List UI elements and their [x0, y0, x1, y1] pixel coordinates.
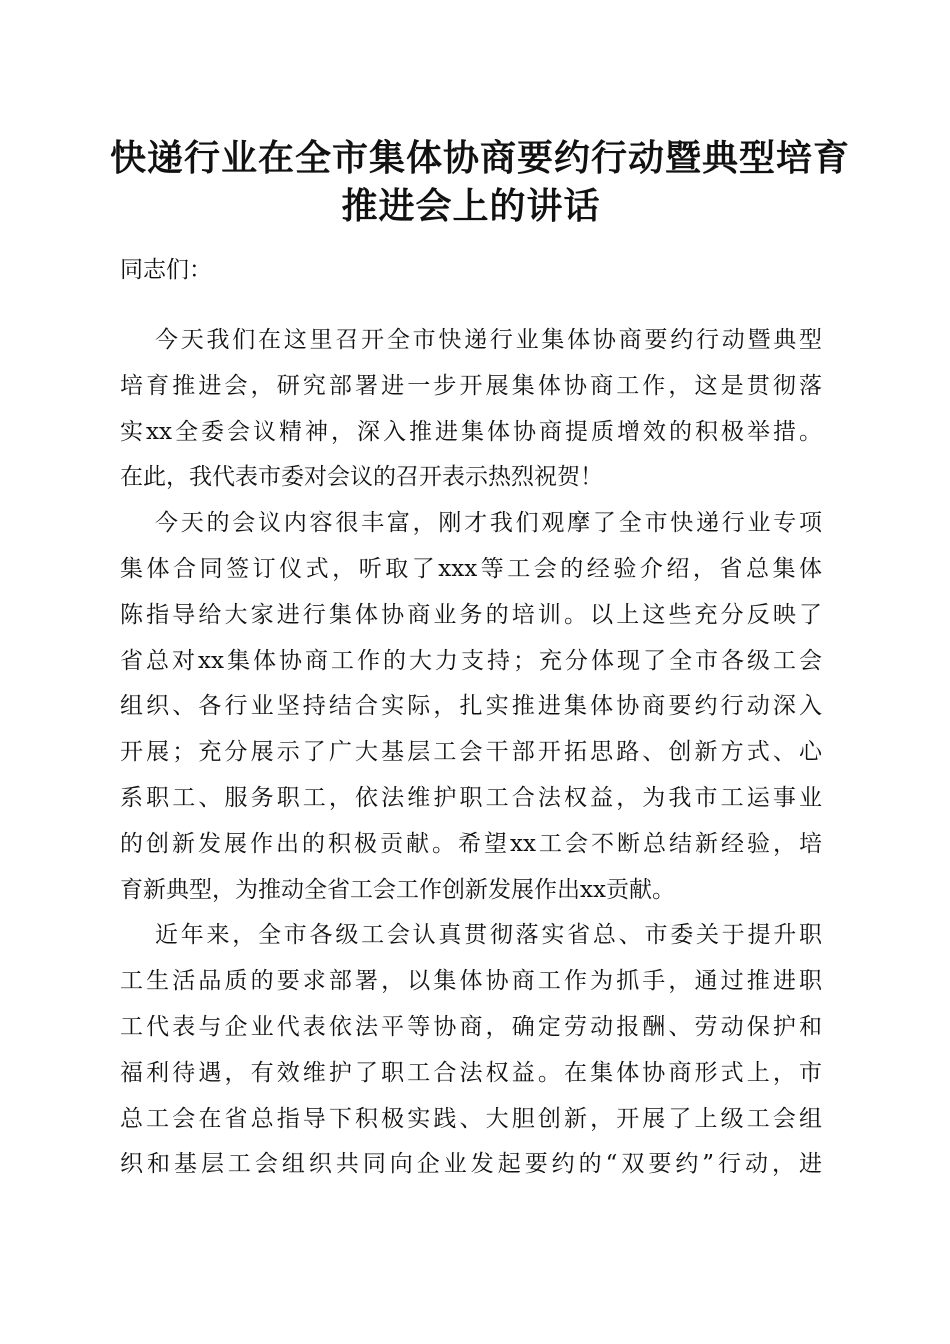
text-line: 育新典型，为推动全省工会工作创新发展作出xx贡献。 — [120, 876, 675, 903]
title-line-1: 快递行业在全市集体协商要约行动暨典型培育 — [110, 137, 851, 179]
text-line: 福利待遇，有效维护了职工合法权益。在集体协商形式上，市 — [120, 1059, 822, 1086]
paragraph-3 — [120, 913, 822, 1188]
text-line: 今天我们在这里召开全市快递行业集体协商要约行动暨典型 — [155, 327, 822, 353]
text-line: 总工会在省总指导下积极实践、大胆创新，开展了上级工会组 — [120, 1105, 822, 1132]
text-line: 织和基层工会组织共同向企业发起要约的“双要约”行动，进 — [120, 1151, 822, 1178]
text-line: 工生活品质的要求部署，以集体协商工作为抓手，通过推进职 — [120, 968, 822, 995]
paragraph-2 — [120, 501, 822, 913]
paragraph-1 — [120, 318, 822, 501]
text-line: 工代表与企业代表依法平等协商，确定劳动报酬、劳动保护和 — [120, 1013, 822, 1040]
text-line: 组织、各行业坚持结合实际，扎实推进集体协商要约行动深入 — [120, 693, 822, 720]
text-line: 在此，我代表市委对会议的召开表示热烈祝贺！ — [120, 464, 603, 491]
text-line: 的创新发展作出的积极贡献。希望xx工会不断总结新经验，培 — [120, 830, 822, 857]
text-line: 系职工、服务职工，依法维护职工合法权益，为我市工运事业 — [120, 784, 822, 811]
text-line: 开展；充分展示了广大基层工会干部开拓思路、创新方式、心 — [120, 739, 822, 766]
text-line: 今天的会议内容很丰富，刚才我们观摩了全市快递行业专项 — [155, 510, 822, 537]
text-line: 集体合同签订仪式，听取了xxx等工会的经验介绍，省总集体 — [120, 555, 822, 582]
text-line: 省总对xx集体协商工作的大力支持；充分体现了全市各级工会 — [120, 647, 822, 674]
text-line: 近年来，全市各级工会认真贯彻落实省总、市委关于提升职 — [155, 922, 822, 949]
document-title — [110, 134, 851, 230]
text-line: 实xx全委会议精神，深入推进集体协商提质增效的积极举措。 — [120, 418, 822, 445]
salutation: 同志们： — [120, 257, 212, 283]
text-line: 陈指导给大家进行集体协商业务的培训。以上这些充分反映了 — [120, 601, 822, 628]
title-line-2: 推进会上的讲话 — [341, 185, 601, 227]
document-body — [120, 248, 822, 1188]
text-line: 培育推进会，研究部署进一步开展集体协商工作，这是贯彻落 — [120, 372, 822, 399]
